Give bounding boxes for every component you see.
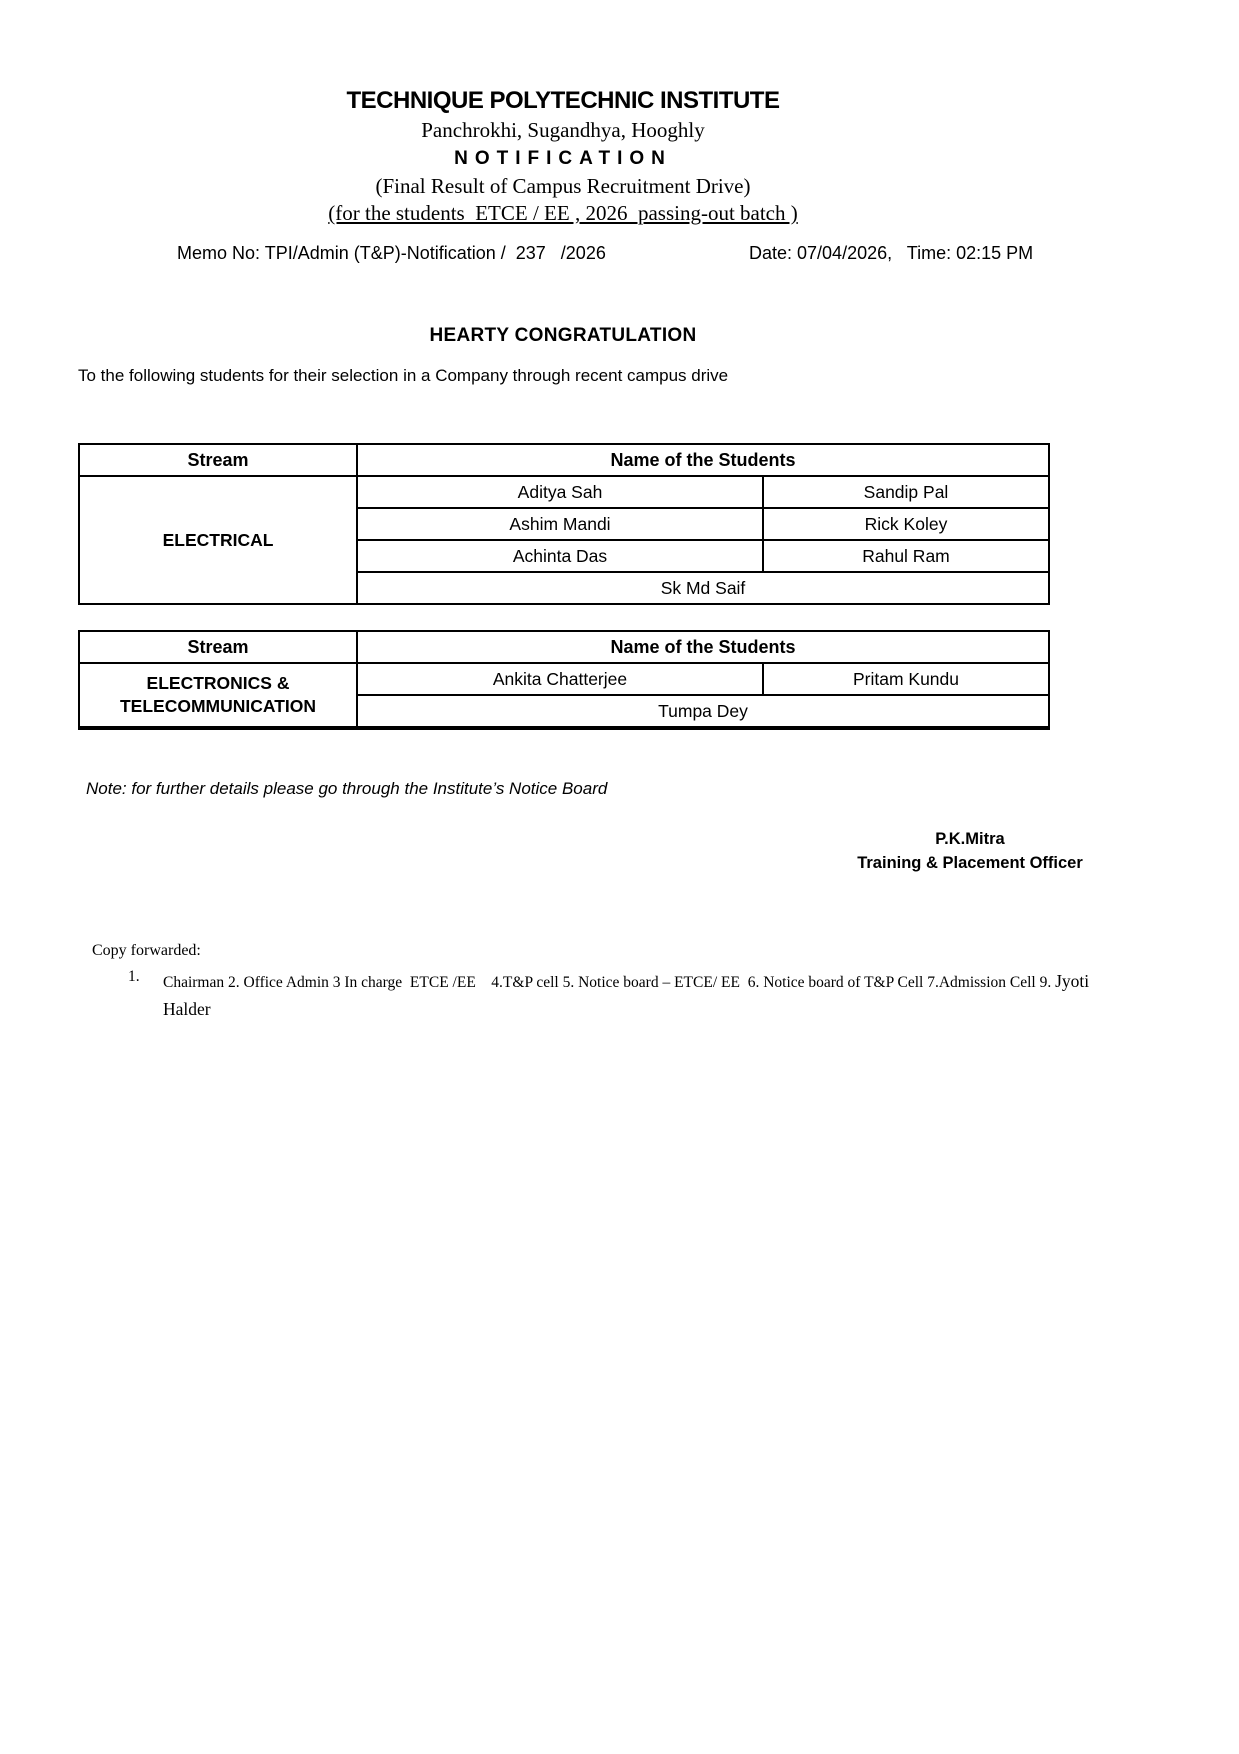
- institute-name: TECHNIQUE POLYTECHNIC INSTITUTE: [346, 87, 780, 114]
- stream-header: Stream: [79, 444, 357, 476]
- copy-item-number: 1.: [128, 968, 140, 985]
- student-name: Achinta Das: [357, 540, 763, 572]
- stream-value: ELECTRICAL: [79, 476, 357, 604]
- etce-results-table: [78, 630, 1050, 730]
- table-row: [79, 476, 1049, 508]
- student-name: Ashim Mandi: [357, 508, 763, 540]
- table-row: [79, 663, 1049, 695]
- student-name: Pritam Kundu: [763, 663, 1049, 695]
- student-name: Aditya Sah: [357, 476, 763, 508]
- student-name: Tumpa Dey: [357, 695, 1049, 728]
- student-name: Sk Md Saif: [357, 572, 1049, 604]
- table-header-row: [79, 444, 1049, 476]
- document-header: [0, 86, 1126, 227]
- signature-block: [800, 827, 1140, 875]
- institute-address: Panchrokhi, Sugandhya, Hooghly: [421, 118, 705, 142]
- student-name: Rick Koley: [763, 508, 1049, 540]
- copy-recipient-name: Jyoti: [1055, 971, 1090, 991]
- student-name: Ankita Chatterjee: [357, 663, 763, 695]
- student-name: Sandip Pal: [763, 476, 1049, 508]
- note-text: Note: for further details please go through the Institute’s Notice Board: [86, 779, 608, 798]
- congratulation-heading: HEARTY CONGRATULATION: [429, 325, 697, 346]
- subtitle-result: (Final Result of Campus Recruitment Drive): [375, 174, 751, 198]
- stream-header: Stream: [79, 631, 357, 663]
- electrical-results-table: [78, 443, 1050, 605]
- intro-text: To the following students for their selection in a Company through recent campus drive: [78, 366, 729, 385]
- table-header-row: [79, 631, 1049, 663]
- memo-number: Memo No: TPI/Admin (T&P)-Notification / 237 /2026: [177, 243, 606, 263]
- names-header: Name of the Students: [357, 631, 1049, 663]
- signatory-name: P.K.Mitra: [935, 830, 1005, 848]
- copy-recipient-name-wrap: Halder: [163, 999, 211, 1019]
- signatory-title: Training & Placement Officer: [857, 854, 1083, 872]
- copy-forwarded-label: Copy forwarded:: [92, 942, 201, 959]
- subtitle-batch: (for the students ETCE / EE , 2026 passing-out batch ): [328, 201, 798, 225]
- names-header: Name of the Students: [357, 444, 1049, 476]
- copy-recipients: Chairman 2. Office Admin 3 In charge ETCE /EE 4.T&P cell 5. Notice board – ETCE/ EE 6. Notice board of T&P Cell 7.Admission Cell 9.: [163, 974, 1056, 991]
- student-name: Rahul Ram: [763, 540, 1049, 572]
- memo-date-time: Date: 07/04/2026, Time: 02:15 PM: [749, 243, 1034, 263]
- copy-item-text: [163, 968, 1163, 1022]
- stream-value: ELECTRONICS & TELECOMMUNICATION: [79, 663, 357, 728]
- notification-title: NOTIFICATION: [454, 148, 672, 169]
